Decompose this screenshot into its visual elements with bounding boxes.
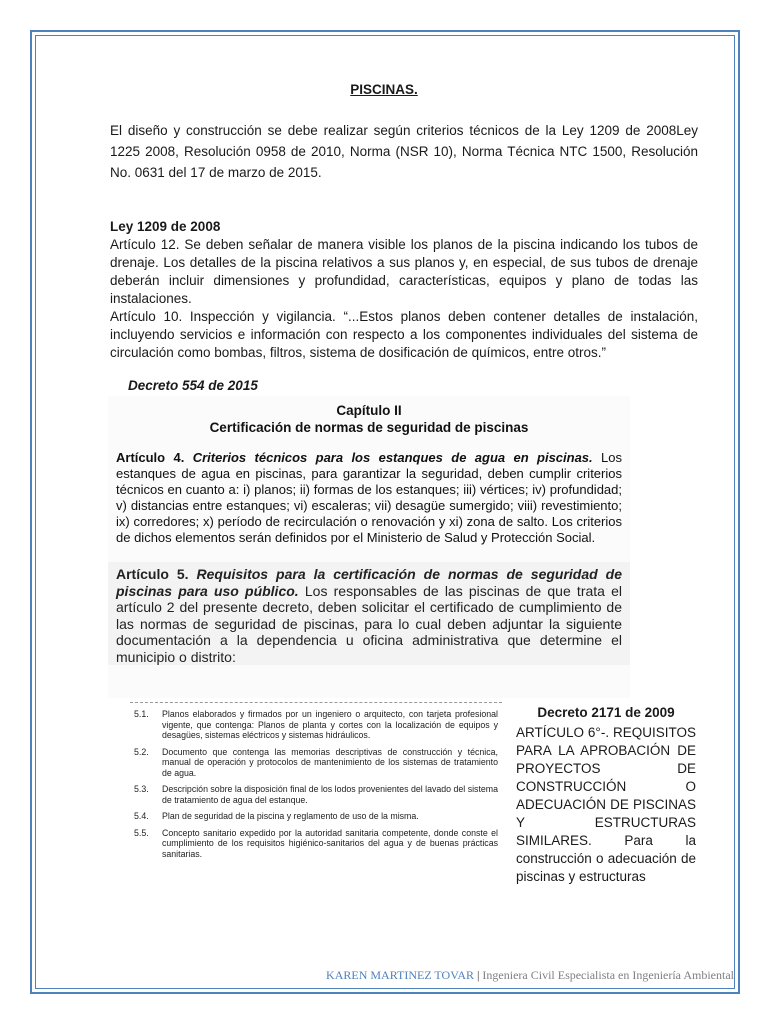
list-item: 5.3. Descripción sobre la disposición final de los lodos provenientes del lavado del sistema de tratamiento de agua del estanque. (134, 784, 498, 805)
article-5 (108, 562, 630, 665)
list-item: 5.2. Documento que contenga las memorias descriptivas de construcción y técnica, manual de operación y protocolos de mantenimiento de los sistemas de tratamiento de agua. (134, 746, 498, 778)
article-4-title: Criterios técnicos para los estanques de agua en piscinas. (192, 450, 593, 465)
intro-paragraph: El diseño y construcción se debe realizar según criterios técnicos de la Ley 1209 de 2008Ley 1225 2008, Resolución 0958 de 2010, Norma (NSR 10), Norma Técnica NTC 1500, Resolución No. 0631 del 17 de marzo de 2015. (110, 123, 698, 180)
decreto-554-heading: Decreto 554 de 2015 (128, 378, 258, 393)
page-title: PISCINAS. (350, 82, 418, 97)
decreto-2171-text: ARTÍCULO 6°-. REQUISITOS PARA LA APROBACIÓN DE PROYECTOS DE CONSTRUCCIÓN O ADECUACIÓN DE PISCINAS Y ESTRUCTURAS SIMILARES. Para la construcción o adecuación de piscinas y estructuras (516, 725, 696, 884)
requirements-list (130, 702, 502, 913)
article-4-label: Artículo 4. (116, 450, 185, 465)
ley-heading: Ley 1209 de 2008 (110, 219, 221, 234)
footer-author: KAREN MARTINEZ TOVAR (326, 968, 475, 982)
footer-role: Ingeniera Civil Especialista en Ingeniería Ambiental (482, 968, 734, 982)
article-4-text: Los estanques de agua en piscinas, para garantizar la seguridad, deben cumplir criterios técnicos en cuanto a: i) planos; ii) formas de los estanques; iii) vértices; iv) profundidad; v) distancias entre estanques; vi) escaleras; vii) desagüe sumergido; viii) revestimiento; ix) corredores; x) período de recirculación o renovación y xi) zona de salto. Los criterios de dichos elementos serán definidos por el Ministerio de Salud y Protección Social. (116, 450, 622, 545)
decreto-2171-heading: Decreto 2171 de 2009 (537, 705, 675, 720)
footer-separator: | (477, 968, 480, 982)
ley-article-10: Artículo 10. Inspección y vigilancia. “...Estos planos deben contener detalles de instalación, incluyendo servicios e información con respecto a los componentes individuales del sistema de circulación como bombas, filtros, sistema de dosificación de químicos, entre otros.” (110, 309, 698, 360)
decreto-2171-section (516, 704, 696, 886)
ley-article-12: Artículo 12. Se deben señalar de manera visible los planos de la piscina indicando los tubos de drenaje. Los detalles de la piscina relativos a sus planos y, en especial, de sus tubos de drenaje deberán incluir dimensiones y profundidad, características, equipos y plano de todas las instalaciones. (110, 237, 698, 306)
list-item: 5.1. Planos elaborados y firmados por un ingeniero o arquitecto, con tarjeta profesional vigente, que contenga: Planos de planta y cortes con la localización de equipos y desagües, sistemas eléctricos y sistemas hidráulicos. (134, 709, 498, 740)
article-5-label: Artículo 5. (116, 566, 189, 582)
article-5-title: Requisitos para la certificación de normas de seguridad de piscinas para uso público. (116, 566, 622, 599)
article-5-text: Los responsables de las piscinas de que trata el artículo 2 del presente decreto, deben solicitar el certificado de cumplimiento de las normas de seguridad de piscinas, para lo cual deben adjuntar la siguiente documentación a la dependencia u oficina administrativa que determine el municipio o distrito: (116, 582, 623, 665)
list-item: 5.5. Concepto sanitario expedido por la autoridad sanitaria competente, donde conste el cumplimiento de los requisitos higiénico-sanitarios del agua y de buenas prácticas sanitarias. (134, 827, 498, 859)
decreto-554-scan (108, 396, 630, 698)
ley-1209-section (110, 218, 698, 362)
page-footer (326, 968, 734, 983)
chapter-label: Capítulo II (336, 403, 402, 418)
chapter-title: Certificación de normas de seguridad de piscinas (209, 420, 529, 435)
list-item: 5.4. Plan de seguridad de la piscina y reglamento de uso de la misma. (134, 811, 419, 821)
article-4 (108, 450, 630, 546)
